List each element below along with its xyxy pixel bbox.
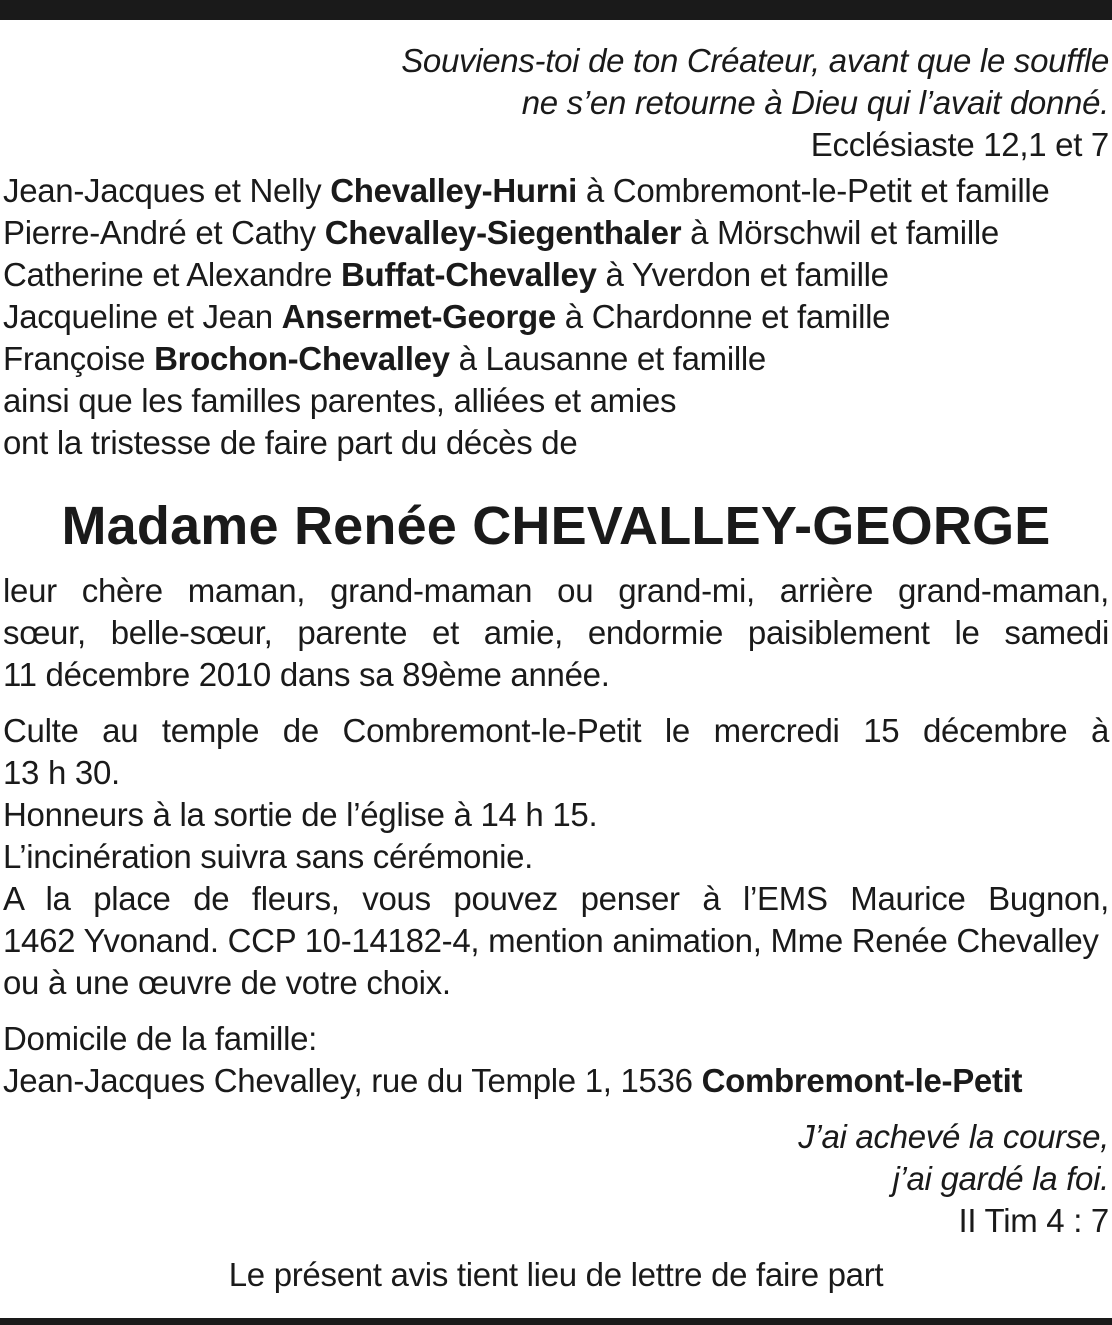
relatives-line: ainsi que les familles parentes, alliées et amies bbox=[3, 382, 677, 419]
top-border-rule bbox=[0, 0, 1112, 20]
address-street: Jean-Jacques Chevalley, rue du Temple 1, 1536 bbox=[3, 1062, 702, 1099]
service-line: Culte au temple de Combremont-le-Petit le mercredi 15 décembre à bbox=[3, 712, 1109, 749]
family-surname: Brochon-Chevalley bbox=[154, 340, 450, 377]
family-first-names: Jacqueline et Jean bbox=[3, 298, 282, 335]
opening-verse bbox=[3, 40, 1109, 166]
description-line: sœur, belle-sœur, parente et amie, endormie paisiblement le samedi bbox=[3, 614, 1109, 651]
honours-line: Honneurs à la sortie de l’église à 14 h 15. bbox=[3, 796, 598, 833]
flowers-line: 1462 Yvonand. CCP 10-14182-4, mention animation, Mme Renée Chevalley bbox=[3, 922, 1099, 959]
closing-verse-reference: II Tim 4 : 7 bbox=[958, 1202, 1109, 1239]
family-location: à Combremont-le-Petit et famille bbox=[577, 172, 1050, 209]
verse-line: ne s’en retourne à Dieu qui l’avait donné. bbox=[521, 84, 1109, 121]
family-line bbox=[3, 212, 1109, 254]
cremation-line: L’incinération suivra sans cérémonie. bbox=[3, 838, 534, 875]
announcement-line: ont la tristesse de faire part du décès de bbox=[3, 424, 578, 461]
family-first-names: Pierre-André et Cathy bbox=[3, 214, 325, 251]
family-surname: Chevalley-Hurni bbox=[330, 172, 577, 209]
service-paragraph bbox=[3, 710, 1109, 1004]
family-location: à Lausanne et famille bbox=[449, 340, 766, 377]
family-location: à Yverdon et famille bbox=[596, 256, 889, 293]
family-location: à Mörschwil et famille bbox=[681, 214, 999, 251]
family-first-names: Françoise bbox=[3, 340, 155, 377]
family-line bbox=[3, 254, 1109, 296]
family-surname: Chevalley-Siegenthaler bbox=[324, 214, 682, 251]
family-list bbox=[3, 170, 1109, 464]
address-locality: Combremont-le-Petit bbox=[701, 1062, 1023, 1099]
description-line: leur chère maman, grand-maman ou grand-mi, arrière grand-maman, bbox=[3, 572, 1109, 609]
domicile-label: Domicile de la famille: bbox=[3, 1020, 318, 1057]
family-line bbox=[3, 338, 1109, 380]
footer-notice: Le présent avis tient lieu de lettre de faire part bbox=[228, 1256, 884, 1293]
closing-verse-line: J’ai achevé la course, bbox=[798, 1118, 1109, 1155]
family-first-names: Jean-Jacques et Nelly bbox=[3, 172, 331, 209]
service-time: 13 h 30. bbox=[3, 754, 120, 791]
deceased-name: Madame Renée CHEVALLEY-GEORGE bbox=[61, 496, 1051, 556]
domicile-paragraph bbox=[3, 1018, 1109, 1102]
domicile-address bbox=[3, 1060, 1109, 1102]
family-line bbox=[3, 296, 1109, 338]
description-paragraph bbox=[3, 570, 1109, 696]
verse-line: Souviens-toi de ton Créateur, avant que le souffle bbox=[401, 42, 1109, 79]
description-line: 11 décembre 2010 dans sa 89ème année. bbox=[3, 656, 610, 693]
flowers-line: ou à une œuvre de votre choix. bbox=[3, 964, 451, 1001]
verse-reference: Ecclésiaste 12,1 et 7 bbox=[810, 126, 1109, 163]
family-first-names: Catherine et Alexandre bbox=[3, 256, 341, 293]
family-surname: Ansermet-George bbox=[281, 298, 556, 335]
family-location: à Chardonne et famille bbox=[555, 298, 891, 335]
closing-verse-line: j’ai gardé la foi. bbox=[892, 1160, 1109, 1197]
obituary-notice bbox=[3, 36, 1109, 1296]
closing-verse bbox=[3, 1116, 1109, 1242]
flowers-line: A la place de fleurs, vous pouvez penser à l’EMS Maurice Bugnon, bbox=[3, 880, 1109, 917]
family-surname: Buffat-Chevalley bbox=[341, 256, 597, 293]
bottom-border-rule bbox=[0, 1318, 1112, 1325]
family-line bbox=[3, 170, 1109, 212]
